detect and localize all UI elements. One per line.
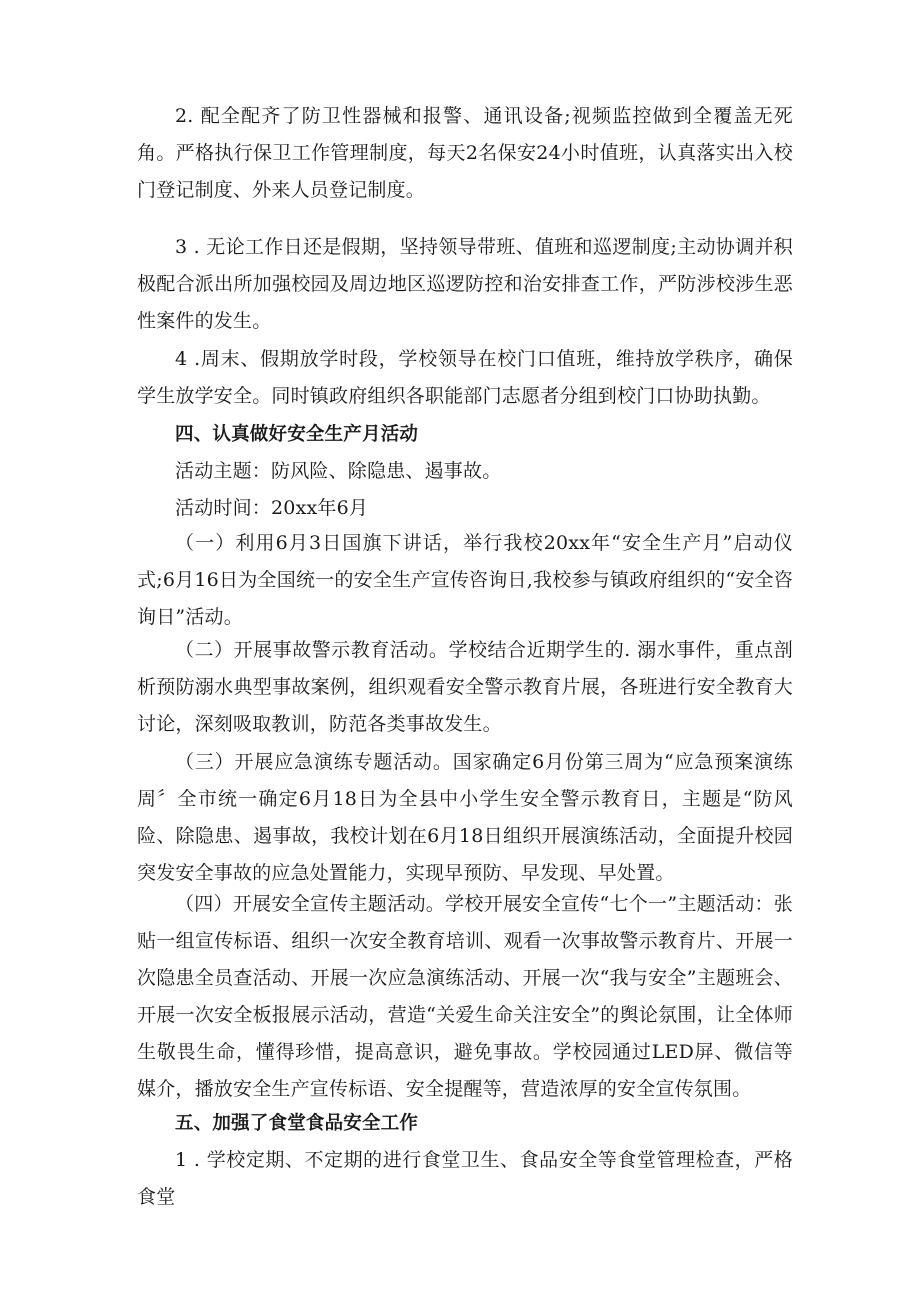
paragraph-patrol-system: 3 . 无论工作日还是假期，坚持领导带班、值班和巡逻制度;主动协调并积极配合派出所加强校园及周边地区巡逻防控和治安排查工作，严防涉校涉生恶性案件的发生。 (137, 236, 793, 332)
paragraph-security-equipment: 2. 配全配齐了防卫性器械和报警、通讯设备;视频监控做到全覆盖无死角。严格执行保卫工作管理制度，每天2名保安24小时值班，认真落实出入校门登记制度、外来人员登记制度。 (137, 105, 793, 201)
section-heading-safety-month: 四、认真做好安全生产月活动 (175, 424, 419, 445)
paragraph-item-two: （二）开展事故警示教育活动。学校结合近期学生的. 溺水事件，重点剖析预防溺水典型事故案例，组织观看安全警示教育片展，各班进行安全教育大讨论，深刻吸取教训，防范各类事故发生。 (137, 639, 793, 735)
paragraph-school-gate-duty: 4 .周末、假期放学时段，学校领导在校门口值班，维持放学秩序，确保学生放学安全。同时镇政府组织各职能部门志愿者分组到校门口协助执勤。 (137, 348, 793, 407)
paragraph-item-four: （四）开展安全宣传主题活动。学校开展安全宣传“七个一”主题活动：张贴一组宣传标语、组织一次安全教育培训、观看一次事故警示教育片、开展一次隐患全员查活动、开展一次应急演练活动、开展一次“我与安全”主题班会、开展一次安全板报展示活动，营造“关爱生命关注安全”的舆论氛围，让全体师生敬畏生命，懂得珍惜，提高意识，避免事故。学校园通过LED屏、微信等媒介，播放安全生产宣传标语、安全提醒等，营造浓厚的安全宣传氛围。 (137, 893, 793, 1100)
paragraph-item-one: （一）利用6月3日国旗下讲话，举行我校20xx年“安全生产月”启动仪式;6月16日为全国统一的安全生产宣传咨询日,我校参与镇政府组织的“安全咨询日”活动。 (137, 532, 793, 628)
paragraph-canteen-inspection: 1 . 学校定期、不定期的进行食堂卫生、食品安全等食堂管理检查，严格食堂 (137, 1149, 793, 1208)
paragraph-activity-time: 活动时间：20xx年6月 (175, 497, 369, 519)
paragraph-item-three: （三）开展应急演练专题活动。国家确定6月份第三周为“应急预案演练周〞全市统一确定6月18日为全县中小学生安全警示教育日，主题是“防风险、除隐患、遏事故，我校计划在6月18日组织开展演练活动，全面提升校园突发安全事故的应急处置能力，实现早预防、早发现、早处置。 (137, 751, 793, 884)
paragraph-activity-theme: 活动主题：防风险、除隐患、遏事故。 (175, 460, 502, 482)
section-heading-canteen-safety: 五、加强了食堂食品安全工作 (175, 1113, 419, 1134)
